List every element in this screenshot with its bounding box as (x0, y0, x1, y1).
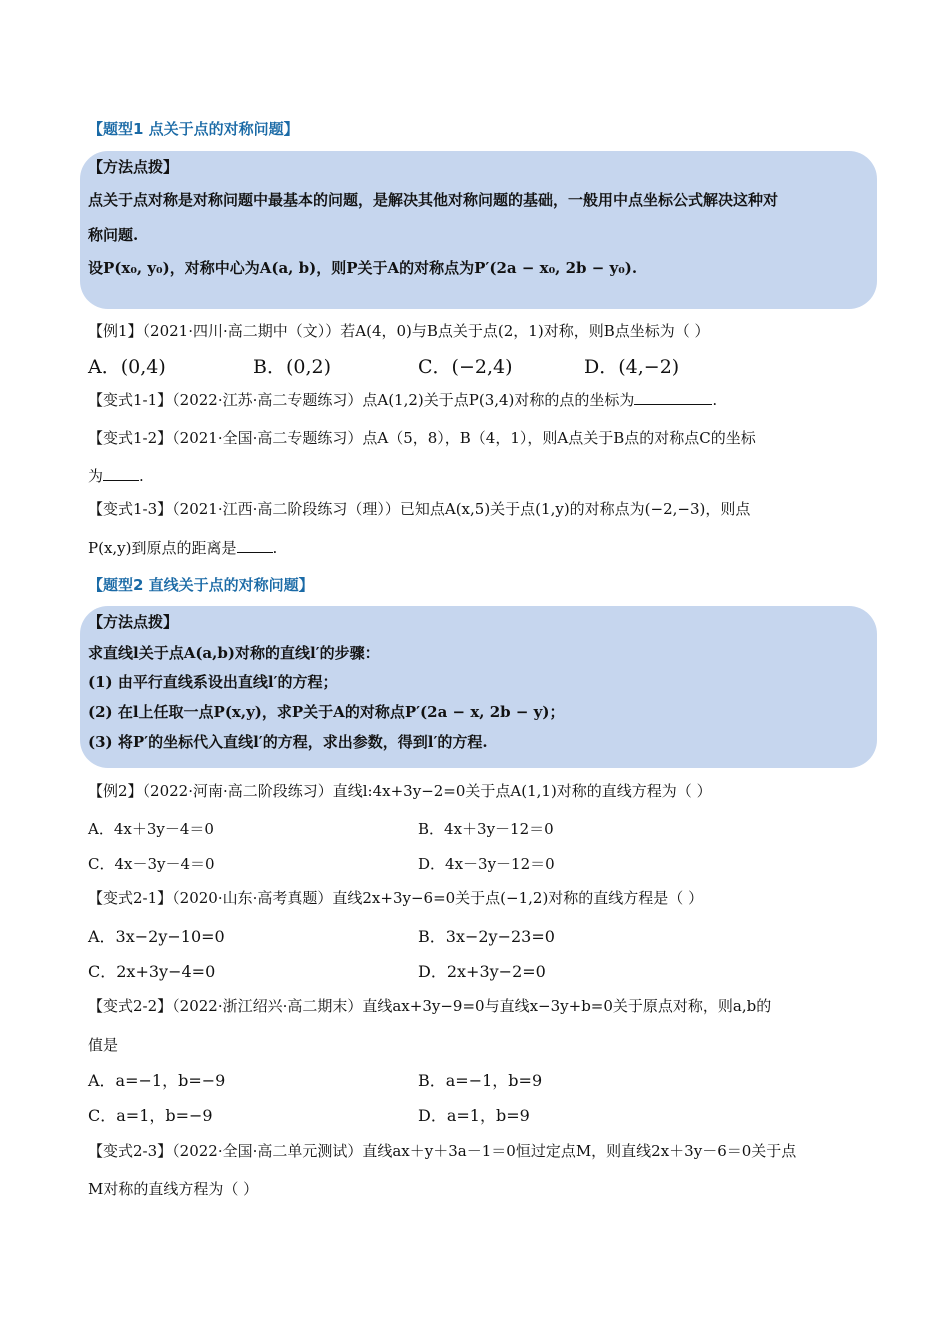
example2-option-a: A．4x＋3y－4＝0 (88, 820, 214, 838)
answer-blank (634, 390, 712, 405)
method2-line4: (3) 将P′的坐标代入直线l′的方程，求出参数，得到l′的方程. (88, 733, 488, 751)
variant1-1-end: . (712, 391, 718, 409)
variant2-1-option-b: B．3x−2y−23=0 (418, 927, 555, 946)
variant2-2-option-d: D．a=1，b=9 (418, 1106, 530, 1125)
example1-option-c: C．(−2,4) (418, 356, 513, 378)
variant2-2-option-c: C．a=1，b=−9 (88, 1106, 213, 1125)
variant2-3-line2: M对称的直线方程为（ ） (88, 1180, 259, 1198)
variant1-1 (88, 389, 717, 410)
method2-line1: 求直线l关于点A(a,b)对称的直线l′的步骤： (88, 644, 380, 662)
variant2-1-option-c: C．2x+3y−4=0 (88, 962, 216, 981)
variant1-3-line2-text: P(x,y)到原点的距离是 (88, 539, 237, 557)
method1-line3: 设P(x₀, y₀)，对称中心为A(a, b)，则P关于A的对称点为P′(2a − x₀, 2b − y₀). (88, 259, 638, 277)
variant2-2-line1: 【变式2-2】（2022·浙江绍兴·高二期末）直线ax+3y−9=0与直线x−3y+b=0关于原点对称，则a,b的 (88, 997, 772, 1015)
variant1-3-line2 (88, 537, 277, 558)
example2-option-c: C．4x－3y－4＝0 (88, 855, 215, 873)
method2-line3: (2) 在l上任取一点P(x,y)，求P关于A的对称点P′(2a − x, 2b − y)； (88, 703, 565, 721)
variant1-1-text: 【变式1-1】（2022·江苏·高二专题练习）点A(1,2)关于点P(3,4)对称的点的坐标为 (88, 391, 635, 409)
variant2-1-stem: 【变式2-1】（2020·山东·高考真题）直线2x+3y−6=0关于点(−1,2)对称的直线方程是（ ） (88, 889, 704, 907)
answer-blank (103, 466, 139, 481)
variant2-1-option-a: A．3x−2y−10=0 (88, 927, 225, 946)
variant1-2-line2 (88, 465, 144, 486)
example2-stem: 【例2】（2022·河南·高二阶段练习）直线l:4x+3y−2=0关于点A(1,1)对称的直线方程为（ ） (88, 782, 712, 800)
variant2-2-line2: 值是 (88, 1036, 119, 1054)
method-title-2: 【方法点拨】 (88, 613, 179, 631)
method1-line2: 称问题. (88, 226, 139, 244)
method-title-1: 【方法点拨】 (88, 158, 179, 176)
variant2-2-option-b: B．a=−1，b=9 (418, 1071, 543, 1090)
example2-option-d: D．4x－3y－12＝0 (418, 855, 555, 873)
example1-option-b: B．(0,2) (253, 356, 332, 378)
variant1-2-line2-text: 为 (88, 467, 104, 485)
topic2-title: 【题型2 直线关于点的对称问题】 (88, 576, 314, 594)
variant1-3-end: . (272, 539, 278, 557)
variant1-3-line1: 【变式1-3】（2021·江西·高二阶段练习（理））已知点A(x,5)关于点(1,y)的对称点为(−2,−3)，则点 (88, 500, 751, 518)
method1-line1: 点关于点对称是对称问题中最基本的问题，是解决其他对称问题的基础，一般用中点坐标公式解决这种对 (88, 191, 779, 209)
example2-option-b: B．4x＋3y－12＝0 (418, 820, 554, 838)
variant2-3-line1: 【变式2-3】（2022·全国·高二单元测试）直线ax＋y＋3a－1＝0恒过定点M，则直线2x＋3y－6＝0关于点 (88, 1142, 797, 1160)
example1-option-a: A．(0,4) (88, 356, 166, 378)
variant1-2-end: . (139, 467, 144, 485)
variant2-1-option-d: D．2x+3y−2=0 (418, 962, 546, 981)
example1-stem: 【例1】（2021·四川·高二期中（文））若A(4，0)与B点关于点(2，1)对称，则B点坐标为（ ） (88, 322, 710, 340)
method2-line2: (1) 由平行直线系设出直线l′的方程； (88, 673, 338, 691)
method-box-1 (80, 151, 877, 309)
example1-option-d: D．(4,−2) (584, 356, 680, 378)
topic1-title: 【题型1 点关于点的对称问题】 (88, 120, 299, 138)
answer-blank (237, 538, 273, 553)
variant1-2-line1: 【变式1-2】（2021·全国·高二专题练习）点A（5，8），B（4，1），则A点关于B点的对称点C的坐标 (88, 429, 756, 447)
variant2-2-option-a: A．a=−1，b=−9 (88, 1071, 226, 1090)
